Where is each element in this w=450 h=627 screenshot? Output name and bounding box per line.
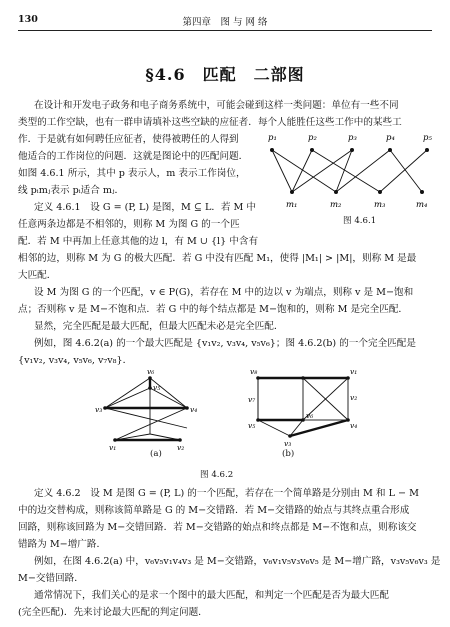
node-label: v₅ [248, 421, 256, 430]
paragraph-line: 他适合的工作岗位的问题．这就是图论中的匹配问题． [18, 151, 249, 162]
definition-line: 回路，则称该回路为 M−交错回路．若 M−交错路的始点和终点都是 M−不饱和点，则称该交 [18, 522, 417, 533]
node-label: v₂ [177, 443, 185, 452]
node-label: v₃ [95, 405, 103, 414]
paragraph-line: 例如，在图 4.6.2(a) 中，v₆v₅v₁v₄v₃ 是 M−交错路，v₆v₁v₅v₃v₆v₅ 是 M−增广路，v₃v₅v₆v₃ 是 [34, 556, 441, 567]
subfigure-label: (a) [150, 449, 162, 459]
definition-line: 定义 4.6.1 设 G = (P, L) 是图，M ⊆ L．若 M 中 [34, 202, 257, 213]
paragraph-line: (完全匹配)．先来讨论最大匹配的判定问题． [18, 607, 208, 618]
paragraph-line: 如图 4.6.1 所示，其中 p 表示人，m 表示工作岗位， [18, 168, 246, 179]
node-label: v₂ [350, 393, 358, 402]
node-label: v₈ [250, 367, 258, 376]
page-number: 130 [18, 14, 38, 25]
definition-line: 配．若 M 中再加上任意其他的边 l，有 M ∪ {l} 中含有 [18, 236, 259, 247]
paragraph-line: 作．于是就有如何聘任应征者，使得被聘任的人得到 [18, 134, 239, 145]
paragraph-line: 点；否则称 v 是 M−不饱和点．若 G 中的每个结点都是 M−饱和的，则称 M 是完全匹配． [18, 304, 409, 315]
subfigure-label: (b) [282, 449, 295, 459]
paragraph-line: 设 M 为图 G 的一个匹配，v ∈ P(G)，若存在 M 中的边以 v 为端点，则称 v 是 M−饱和 [34, 287, 414, 298]
node-label: v₄ [190, 405, 198, 414]
paragraph-line: 例如，图 4.6.2(a) 的一个最大匹配是 {v₁v₂, v₃v₄, v₅v₆}；图 4.6.2(b) 的一个完全匹配是 [34, 338, 416, 349]
node-label: v₅ [153, 383, 161, 392]
node-label: v₄ [350, 421, 358, 430]
node-label: m₃ [374, 200, 386, 210]
definition-line: 相邻的边，则称 M 为 G 的极大匹配．若 G 中没有匹配 M₁，使得 |M₁| > |M|，则称 M 是最 [18, 253, 417, 264]
node-label: v₆ [147, 367, 155, 376]
definition-line: 任意两条边都是不相邻的，则称 M 为图 G 的一个匹 [18, 219, 240, 230]
definition-line: 大匹配． [18, 270, 57, 281]
node-label: p₃ [348, 133, 357, 143]
node-label: m₂ [330, 200, 342, 210]
paragraph-line: 类型的工作空缺，也有一群申请填补这些空缺的应征者．每个人能胜任这些工作中的某些工 [18, 117, 402, 128]
node-label: p₁ [268, 133, 277, 143]
node-label: m₄ [416, 200, 428, 210]
figure-caption: 图 4.6.2 [200, 470, 234, 480]
chapter-title: 第四章 图 与 网 络 [182, 17, 268, 28]
node-label: v₃ [284, 439, 292, 448]
node-label: p₂ [308, 133, 317, 143]
definition-line: 错路为 M−增广路． [18, 539, 107, 550]
node-label: p₅ [423, 133, 432, 143]
paragraph-line: 线 pᵢmⱼ表示 pᵢ适合 mⱼ． [18, 185, 125, 196]
node-label: p₄ [386, 133, 395, 143]
node-label: v₁ [350, 367, 358, 376]
section-title: §4.6 匹配 二部图 [145, 65, 305, 84]
definition-line: 中的边交替构成，则称该简单路是 G 的 M−交错路．若 M−交错路的始点与其终点重合形成 [18, 505, 410, 516]
node-label: v₆ [306, 411, 314, 420]
node-label: m₁ [286, 200, 298, 210]
figure-4-6-2-b [248, 367, 358, 452]
running-header [18, 14, 432, 31]
paragraph-line: 显然，完全匹配是最大匹配，但最大匹配未必是完全匹配． [34, 321, 284, 332]
paragraph-line: 在设计和开发电子政务和电子商务系统中，可能会碰到这样一类问题：单位有一些不同 [34, 100, 399, 111]
figure-caption: 图 4.6.1 [343, 216, 377, 226]
node-label: v₇ [248, 395, 256, 404]
paragraph-line: M−交错回路． [18, 573, 84, 584]
node-label: v₁ [109, 443, 117, 452]
figure-4-6-1 [262, 128, 437, 228]
paragraph-line: {v₁v₂, v₃v₄, v₅v₆, v₇v₈}． [18, 355, 133, 366]
definition-line: 定义 4.6.2 设 M 是图 G = (P, L) 的一个匹配，若存在一个简单路是分别由 M 和 L − M [34, 488, 419, 499]
paragraph-line: 通常情况下，我们关心的是求一个图中的最大匹配，和判定一个匹配是否为最大匹配 [34, 590, 389, 601]
